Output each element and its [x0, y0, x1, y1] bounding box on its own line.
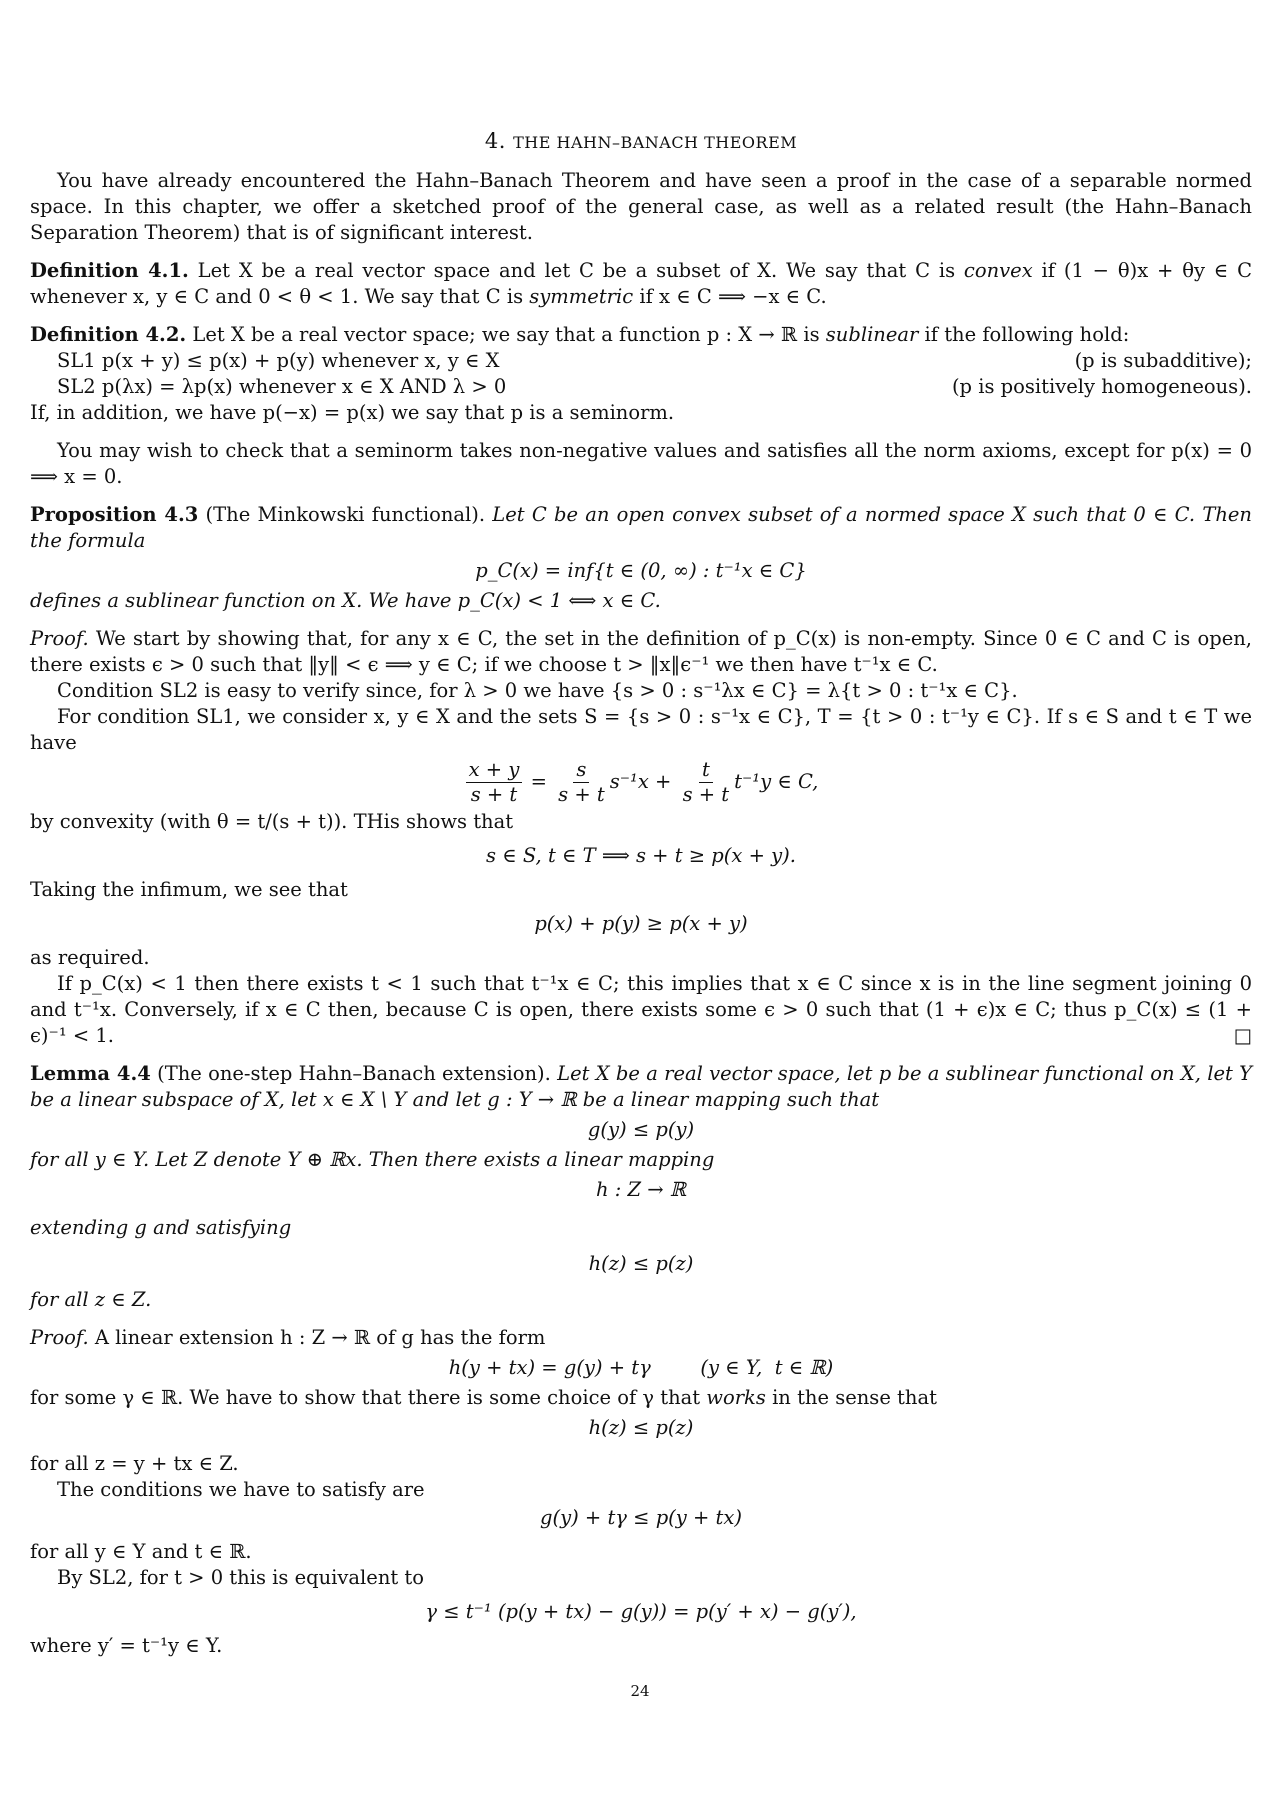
lemma-line-3: extending g and satisfying — [30, 1216, 292, 1239]
seminorm-definition: If, in addition, we have p(−x) = p(x) we say that p is a seminorm. — [30, 401, 675, 424]
condition-inequality: g(y) + tγ ≤ p(y + tx) — [540, 1506, 742, 1529]
condition-sl1: SL1 p(x + y) ≤ p(x) + p(y) whenever x, y ∈ X (p is subadditive); — [57, 349, 1252, 372]
proof-4-3-p2: Condition SL2 is easy to verify since, for λ > 0 we have {s > 0 : s⁻¹λx ∈ C} = λ{t > 0 : t⁻¹x ∈ C}. — [57, 679, 1018, 702]
proposition-conclusion: defines a sublinear function on X. We have p_C(x) < 1 ⟺ x ∈ C. — [30, 589, 661, 612]
condition-sl2: SL2 p(λx) = λp(x) whenever x ∈ X AND λ > 0 (p is positively homogeneous). — [57, 375, 1252, 398]
intro-paragraph: You have already encountered the Hahn–Banach Theorem and have seen a proof in the case of a separable normed space. In this chapter, we offer a sketched proof of the general case, as well as a related result (the Hahn–Banach Separation Theorem) that is of significant interest. — [30, 169, 1252, 244]
proof-4-3-p7: If p_C(x) < 1 then there exists t < 1 such that t⁻¹x ∈ C; this implies that x ∈ C since x is in the line segment joining 0 and t⁻¹x. Conversely, if x ∈ C then, because C is open, there exists some ϵ > 0 such that (1 + ϵ)x ∈ C; thus p_C(x) ≤ (1 + ϵ)⁻¹ < 1. □ — [30, 972, 1252, 1047]
lemma-line-4: for all z ∈ Z. — [30, 1288, 152, 1311]
infimum-implication: s ∈ S, t ∈ T ⟹ s + t ≥ p(x + y). — [486, 844, 796, 867]
definition-4-1: Definition 4.1. Let X be a real vector space and let C be a subset of X. We say that C is convex if (1 − θ)x + θy ∈ C whenever x, y ∈ C and 0 < θ < 1. We say that C is symmetric if x ∈ C ⟹ −x ∈ C. — [30, 259, 1252, 308]
definition-4-2: Definition 4.2. Let X be a real vector space; we say that a function p : X → ℝ is sublinear if the following hold: — [30, 323, 1130, 346]
proof-4-3-p4: by convexity (with θ = t/(s + t)). THis shows that — [30, 810, 514, 833]
seminorm-note: You may wish to check that a seminorm takes non-negative values and satisfies all the norm axioms, except for p(x) = 0 ⟹ x = 0. — [30, 439, 1252, 488]
proposition-4-3: Proposition 4.3 (The Minkowski functional). Let C be an open convex subset of a normed space X such that 0 ∈ C. Then the formula — [30, 503, 1252, 552]
proof-4-3-p3: For condition SL1, we consider x, y ∈ X and the sets S = {s > 0 : s⁻¹x ∈ C}, T = {t > 0 : t⁻¹y ∈ C}. If s ∈ S and t ∈ T we have — [30, 705, 1252, 754]
subadditivity-result: p(x) + p(y) ≥ p(x + y) — [534, 912, 748, 935]
page-body — [30, 128, 1252, 1659]
proof-4-4-p3: for all z = y + tx ∈ Z. — [30, 1452, 239, 1475]
page-number: 24 — [630, 1682, 650, 1700]
proof-4-4-p7: where y′ = t⁻¹y ∈ Y. — [30, 1634, 223, 1657]
proof-eq-h-le-p: h(z) ≤ p(z) — [588, 1416, 694, 1439]
proof-4-4-p5: for all y ∈ Y and t ∈ ℝ. — [30, 1540, 252, 1563]
chapter-title: 4. THE HAHN–BANACH THEOREM — [484, 129, 798, 153]
proof-4-4-p6: By SL2, for t > 0 this is equivalent to — [57, 1566, 424, 1589]
proof-4-4-p2: for some γ ∈ ℝ. We have to show that there is some choice of γ that works in the sense that — [30, 1386, 937, 1409]
lemma-line-2: for all y ∈ Y. Let Z denote Y ⊕ ℝx. Then there exists a linear mapping — [30, 1148, 715, 1171]
proof-4-4-p1: Proof. A linear extension h : Z → ℝ of g has the form — [30, 1326, 546, 1349]
lemma-eq-h-map: h : Z → ℝ — [595, 1178, 687, 1201]
proof-4-3-p5: Taking the infimum, we see that — [30, 878, 348, 901]
proof-4-3-p6: as required. — [30, 946, 150, 969]
proof-4-3-p1: Proof. We start by showing that, for any x ∈ C, the set in the definition of p_C(x) is non-empty. Since 0 ∈ C and C is open, there exists ϵ > 0 such that ‖y‖ < ϵ ⟹ y ∈ C; if we choose t > ‖x‖ϵ⁻¹ we then have t⁻¹x ∈ C. — [30, 627, 1252, 676]
extension-form: h(y + tx) = g(y) + tγ (y ∈ Y, t ∈ ℝ) — [448, 1356, 834, 1379]
convexity-equation: $\frac{x + y}{s + t}$ = $\frac{s}{s + t}$ s⁻¹x + $\frac{t}{s + t}$ t⁻¹y ∈ C, — [30, 758, 1252, 807]
minkowski-formula: p_C(x) = inf{t ∈ (0, ∞) : t⁻¹x ∈ C} — [475, 559, 807, 582]
qed-symbol: □ — [1233, 1024, 1252, 1047]
lemma-4-4: Lemma 4.4 (The one-step Hahn–Banach extension). Let X be a real vector space, let p be a sublinear functional on X, let Y be a linear subspace of X, let x ∈ X \ Y and let g : Y → ℝ be a linear mapping such that — [30, 1062, 1252, 1111]
proof-4-4-p4: The conditions we have to satisfy are — [57, 1478, 425, 1501]
gamma-inequality: γ ≤ t⁻¹ (p(y + tx) − g(y)) = p(y′ + x) − g(y′), — [425, 1600, 857, 1623]
lemma-eq-h-le-p: h(z) ≤ p(z) — [588, 1252, 694, 1275]
lemma-eq-g-le-p: g(y) ≤ p(y) — [587, 1118, 695, 1141]
